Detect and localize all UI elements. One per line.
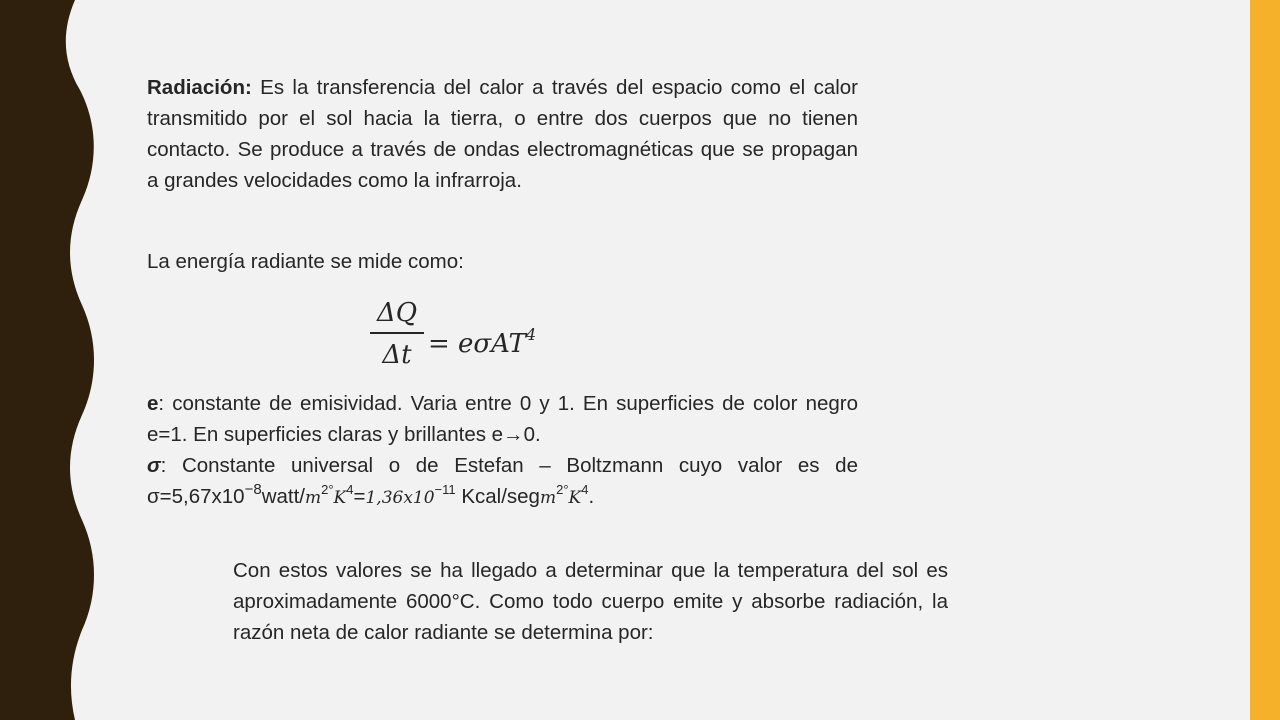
- formula-rhs-exponent: 4: [525, 325, 537, 344]
- fraction-bar: [370, 332, 424, 334]
- sigma-unit-1-m-sup: 2°: [321, 482, 334, 497]
- sigma-unit-1-k: K: [333, 488, 347, 508]
- formula-rhs: [428, 318, 536, 361]
- formula-fraction: [370, 296, 424, 372]
- sigma-label: σ: [147, 454, 161, 477]
- sigma-end: .: [588, 485, 595, 508]
- e-text: : constante de emisividad. Varia entre 0 y 1. En superficies de color negro e=1. En superficies claras y brillantes e→0.: [147, 392, 858, 446]
- sigma-unit-1-k-sup: 4: [346, 482, 354, 497]
- sigma-unit-2: Kcal/seg: [455, 485, 540, 508]
- energy-intro: La energía radiante se mide como:: [147, 250, 464, 273]
- radiacion-label: Radiación:: [147, 76, 252, 99]
- sigma-unit-2-k: K: [568, 488, 582, 508]
- sigma-unit-2-m: m: [539, 488, 557, 508]
- radiacion-paragraph: [147, 72, 858, 196]
- formula-numerator: ΔQ: [376, 298, 418, 328]
- conclusion-paragraph: Con estos valores se ha llegado a determinar que la temperatura del sol es aproximadamente 6000°C. Como todo cuerpo emite y absorbe radiación, la razón neta de calor radiante se determina por:: [233, 559, 948, 644]
- sigma-exponent-1: −8: [244, 481, 262, 498]
- sigma-unit-2-m-sup: 2°: [556, 482, 569, 497]
- sigma-exponent-2: −11: [434, 482, 456, 497]
- right-accent-stripe: [1250, 0, 1280, 720]
- sigma-equals: =: [353, 485, 366, 508]
- sigma-definition: [147, 450, 858, 514]
- sigma-unit-2-k-sup: 4: [581, 482, 589, 497]
- formula-rhs-text: = eσAT: [428, 329, 526, 359]
- sigma-unit-1: watt/: [261, 485, 305, 508]
- sigma-unit-1-m: m: [304, 488, 322, 508]
- sigma-value-2: 1,36x10: [365, 488, 435, 508]
- sigma-text: : Constante universal o de Estefan – Boltzmann cuyo valor es de σ=5,67x10: [147, 454, 858, 508]
- emissivity-definition: [147, 388, 858, 450]
- left-decorative-border: [0, 0, 110, 720]
- radiacion-text: Es la transferencia del calor a través del espacio como el calor transmitido por el sol hacia la tierra, o entre dos cuerpos que no tienen contacto. Se produce a través de ondas electromagnéticas que se propagan a grandes velocidades como la infrarroja.: [147, 76, 858, 192]
- formula-denominator: Δt: [382, 340, 412, 370]
- e-label: e: [147, 392, 159, 415]
